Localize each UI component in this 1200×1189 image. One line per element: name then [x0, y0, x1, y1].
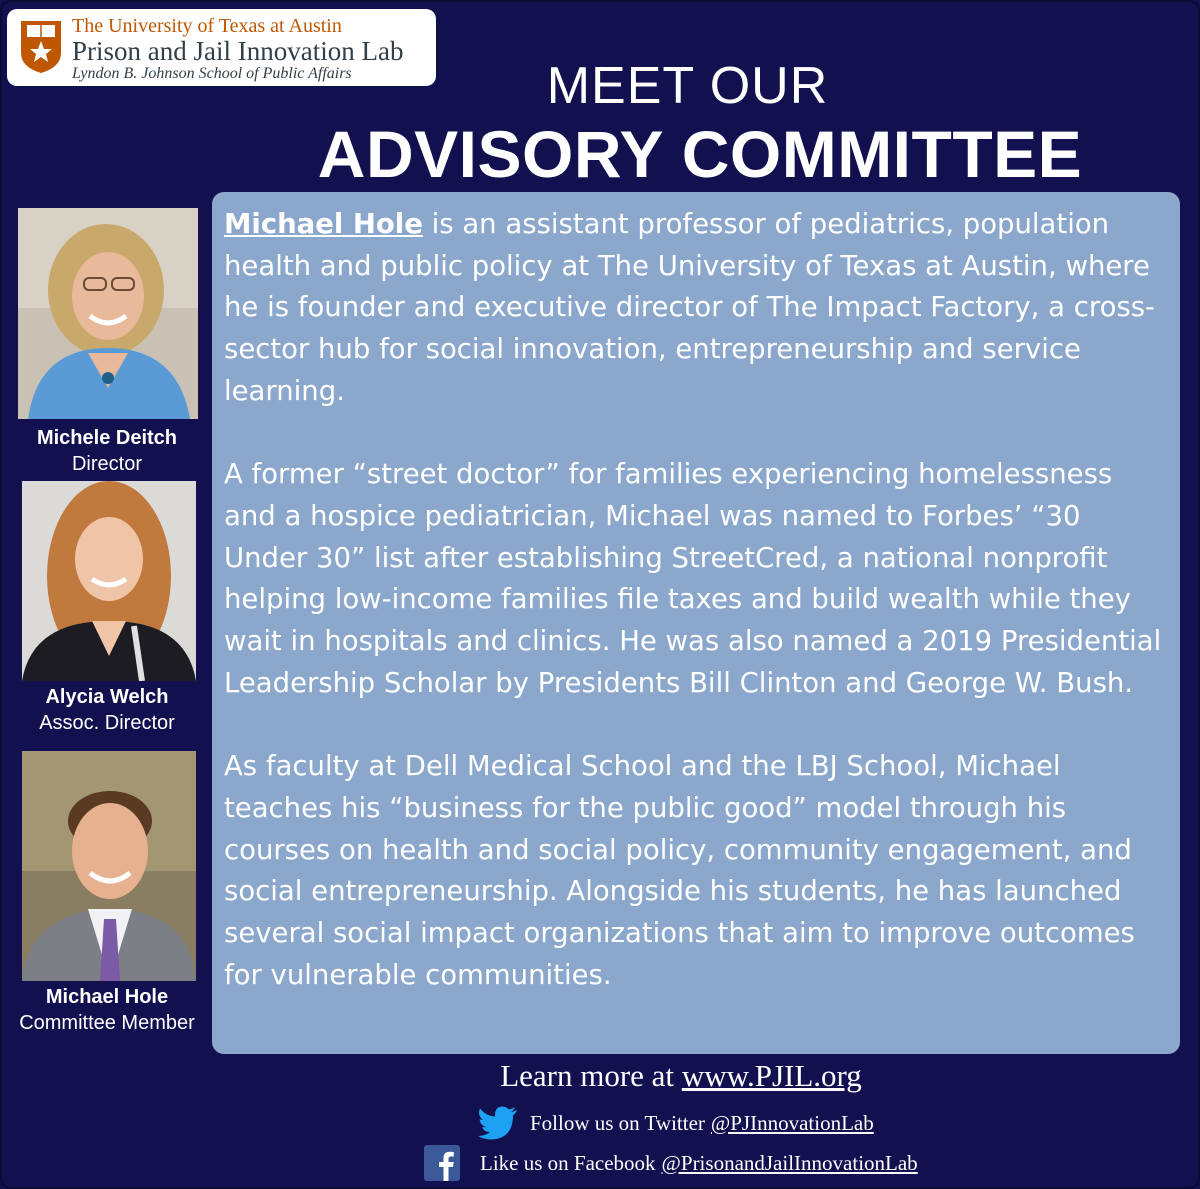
bio-paragraph-2: A former “street doctor” for families experiencing homelessness and a hospice pediatrician, Michael was named to Forbes’ “30 Under 30” list after establishing StreetCred, a national nonprofit helping low-income families file taxes and build wealth while they wait in hospitals and clinics. He was also named a 2019 Presidential Leadership Scholar by Presidents Bill Clinton and George W. Bush.	[224, 458, 1162, 699]
person-role-assoc-director: Assoc. Director	[39, 712, 175, 734]
logo-lab-name: Prison and Jail Innovation Lab	[72, 36, 404, 66]
person-role-director: Director	[71, 453, 142, 475]
learn-more-text: Learn more at	[500, 1058, 682, 1093]
person-name-michele-deitch: Michele Deitch	[36, 427, 178, 449]
facebook-handle-link[interactable]: @PrisonandJailInnovationLab	[661, 1150, 918, 1175]
bio-paragraph-3: As faculty at Dell Medical School and the LBJ School, Michael teaches his “business for the public good” model through his courses on health and social policy, community engagement, and social entrepreneurship. Alongside his students, he has launched several social impact organizations that aim to improve outcomes for vulnerable communities.	[224, 750, 1135, 991]
learn-more	[0, 1058, 1200, 1094]
person-role-committee-member: Committee Member	[19, 1012, 195, 1034]
heading-meet-our: MEET OUR	[546, 57, 829, 115]
person-name-michael-hole: Michael Hole	[45, 986, 169, 1008]
bio-name-link[interactable]: Michael Hole	[224, 208, 423, 240]
website-link[interactable]: www.PJIL.org	[681, 1058, 862, 1093]
twitter-line	[478, 1106, 874, 1140]
photo-alycia-welch	[22, 481, 196, 681]
twitter-handle-link[interactable]: @PJInnovationLab	[710, 1110, 874, 1135]
photo-michael-hole	[22, 751, 196, 981]
facebook-icon	[424, 1145, 460, 1181]
photo-michele-deitch	[18, 208, 198, 419]
twitter-icon	[478, 1106, 518, 1140]
twitter-text: Follow us on Twitter	[530, 1110, 705, 1135]
facebook-line	[424, 1145, 918, 1181]
logo-school: Lyndon B. Johnson School of Public Affairs	[72, 65, 352, 82]
person-name-alycia-welch: Alycia Welch	[45, 686, 169, 708]
bio-panel	[212, 192, 1180, 1054]
logo-university: The University of Texas at Austin	[72, 15, 342, 37]
bio-paragraph-1	[224, 204, 1166, 413]
bio-paragraph-1-text: is an assistant professor of pediatrics, population health and public policy at The University of Texas at Austin, where he is founder and executive director of The Impact Factory, a cross-sector hub for social innovation, entrepreneurship and service learning.	[224, 208, 1155, 407]
heading-advisory-committee: ADVISORY COMMITTEE	[317, 117, 1083, 191]
facebook-text: Like us on Facebook	[480, 1150, 656, 1175]
